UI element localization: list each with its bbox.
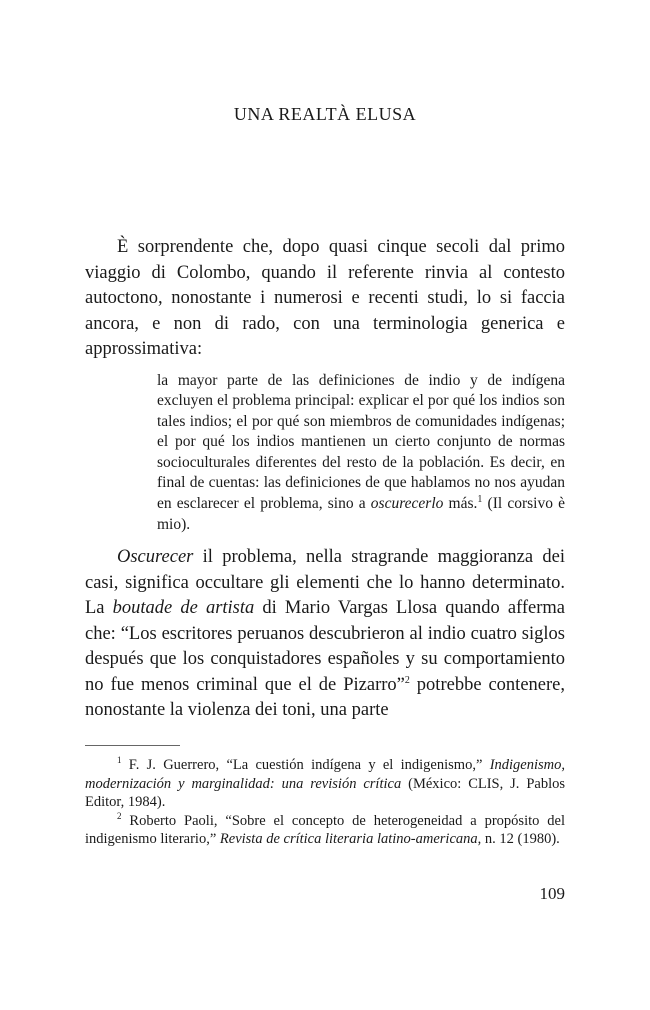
para2-italic-2: boutade de artista (112, 598, 255, 619)
paragraph-1: È sorprendente che, dopo quasi cinque secoli dal primo viaggio di Colombo, quando il referente rinvia al contesto autoctono, nonostante i numerosi e recenti studi, lo si faccia ancora, e non di rado, con una terminologia generica e approssimativa: (85, 237, 565, 359)
quote-text: la mayor parte de las definiciones de indio y de indígena excluyen el problema principal: explicar el por qué los indios son tales indios; el por qué son miembros de comunidades indígenas; el por qué los indios mantienen un cierto conjunto de normas socioculturales diferentes del resto de la población. Es decir, en final de cuentas: las definiciones de que hablamos no nos ayudan en esclarecer el problema, sino a (157, 371, 565, 513)
main-text (85, 235, 565, 724)
footnote-1: $^1$ F. J. Guerrero, “La cuestión indígena y el indigenismo,” Indigenismo, modernización y marginalidad: una revisión crítica (México: CLIS, J. Pablos Editor, 1984). (85, 755, 566, 811)
page-number: 109 (539, 884, 565, 903)
block-quote (157, 371, 565, 536)
footnote-ref-2[interactable]: 2 (404, 674, 410, 686)
chapter-title: UNA REALTÀ ELUSA (233, 104, 417, 124)
footnote-2: $^2$ Roberto Paoli, “Sobre el concepto de heterogeneidad a propósito del indigenismo literario,” Revista de crítica literaria latino-americana, n. 12 (1980). (85, 810, 565, 848)
paragraph-2: Oscurecer il problema, nella stragrande maggioranza dei casi, significa occultare gli elementi che lo hanno determinato. La boutade de artista di Mario Vargas Llosa quando afferma che: “Los escritores peruanos descubrieron al indio cuatro siglos después que los conquistadores españoles y su comportamiento no fue menos criminal que el de Pizarro”$^2$ potrebbe contenere, nonostante la violenza dei toni, una parte (85, 547, 565, 721)
quote-tail: (Il corsivo è mio). (157, 495, 565, 533)
footnote-ref-1[interactable]: 1 (477, 493, 483, 505)
quote-italic: oscurecerlo (370, 495, 444, 513)
footnote-separator (85, 745, 180, 746)
para2-italic-1: Oscurecer (117, 547, 194, 568)
quote-text-after: más. (443, 495, 478, 513)
book-page (85, 0, 565, 1010)
footnotes (85, 756, 565, 849)
